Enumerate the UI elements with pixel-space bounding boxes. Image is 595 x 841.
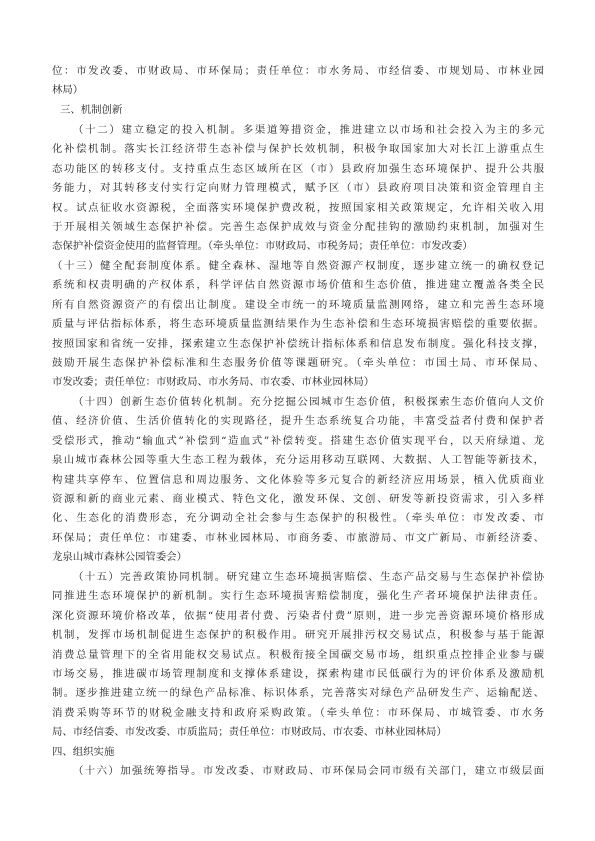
text-line: 林局） bbox=[52, 84, 84, 97]
text-line: 受偿形式，推动“输血式”补偿到“造血式”补偿转变。搭建生态价值实现平台，以天府绿道、龙 bbox=[52, 434, 544, 447]
text-line: 务能力，对其转移支付实行定向财力管理模式，赋予区（市）县政府项目决策和资金管理自主 bbox=[52, 182, 544, 195]
paragraph-16-coordination-guidance bbox=[52, 762, 544, 781]
text-line: 市发改委；责任单位：市财政局、市水务局、市农委、市林业园林局） bbox=[52, 376, 375, 389]
text-line: （十二）建立稳定的投入机制。多渠道筹措资金，推进建立以市场和社会投入为主的多元 bbox=[73, 124, 544, 136]
section-heading-mechanism-innovation: 三、机制创新 bbox=[60, 104, 123, 116]
section-heading-organization-implementation: 四、组织实施 bbox=[52, 746, 115, 758]
text-line: 局、市经信委、市发改委、市质监局；责任单位：市财政局、市农委、市林业园林局） bbox=[52, 726, 447, 739]
text-line: 按照国家和省统一安排，探索建立生态保护补偿统计指标体系和信息发布制度。强化科技支撑， bbox=[52, 337, 544, 350]
text-line: （十五）完善政策协同机制。研究建立生态环境损害赔偿、生态产品交易与生态保护补偿协 bbox=[73, 571, 544, 583]
text-line: 鼓励开展生态保护补偿标准和生态服务价值等课题研究。（牵头单位：市国土局、市环保局、 bbox=[52, 356, 544, 369]
text-line: 消费总量管理下的全省用能权交易试点。积极衔接全国碳交易市场，组织重点控排企业参与碳 bbox=[52, 648, 544, 661]
text-line: 质量与评估指标体系，将生态环境质量监测结果作为生态补偿和生态环境损害赔偿的重要依据。 bbox=[52, 318, 544, 331]
text-line: 环保局；责任单位：市建委、市林业园林局、市商务委、市旅游局、市文广新局、市新经济委、 bbox=[52, 531, 544, 544]
paragraph-12-investment-mechanism bbox=[52, 121, 544, 257]
text-line: 泉山城市森林公园等重大生态工程为载体，充分运用移动互联网、大数据、人工智能等新技术， bbox=[52, 454, 544, 467]
text-line: （十四）创新生态价值转化机制。充分挖掘公园城市生态价值，积极探索生态价值向人文价 bbox=[73, 396, 544, 408]
text-line: 所有自然资源资产的有偿出让制度。建设全市统一的环境质量监测网络，建立和完善生态环境 bbox=[52, 298, 544, 311]
text-line: 权。试点征收水资源税，全面落实环境保护费改税，按照国家相关政策规定，允许相关收入用 bbox=[52, 201, 544, 214]
text-line: 制。逐步推进建立统一的绿色产品标准、标识体系，完善落实对绿色产品研发生产、运输配送、 bbox=[52, 687, 544, 700]
text-line: 态功能区的转移支付。支持重点生态区域所在区（市）县政府加强生态环境保护、提升公共服 bbox=[52, 162, 544, 175]
paragraph-responsible-units-continued bbox=[52, 62, 544, 101]
text-line: 市场交易，推进碳市场管理制度和支撑体系建设，探索构建市民低碳行为的评价体系及激励机 bbox=[52, 667, 544, 680]
paragraph-15-policy-coordination bbox=[52, 568, 544, 743]
text-line: 同推进生态环境保护的新机制。实行生态环境损害赔偿制度，强化生产者环境保护法律责任。 bbox=[52, 590, 544, 603]
text-line: 机制，发挥市场机制促进生态保护的积极作用。研究开展排污权交易试点，积极参与基于能源 bbox=[52, 629, 544, 642]
text-line: 构建共享停车、位置信息和周边服务、文化体验等多元复合的新经济应用场景，植入优质商业 bbox=[52, 473, 544, 486]
text-line: 态保护补偿资金使用的监督管理。（牵头单位：市财政局、市税务局；责任单位：市发改委） bbox=[52, 240, 473, 253]
text-line: 于开展相关领域生态保护补偿。完善生态保护成效与资金分配挂钩的激励约束机制，加强对生 bbox=[52, 220, 544, 233]
paragraph-13-supporting-systems bbox=[52, 257, 544, 393]
text-line: 深化资源环境价格改革，依据“使用者付费、污染者付费”原则，进一步完善资源环境价格形成 bbox=[52, 609, 544, 622]
text-line: 龙泉山城市森林公园管委会） bbox=[52, 551, 188, 564]
text-line: 系统和权责明确的产权体系，科学评估自然资源市场价值和生态价值，推进建立覆盖各类全民 bbox=[52, 279, 544, 292]
paragraph-14-ecological-value-conversion bbox=[52, 393, 544, 568]
text-line: （十六）加强统筹指导。市发改委、市财政局、市环保局会同市级有关部门，建立市级层面 bbox=[73, 765, 544, 777]
text-line: 化、生态化的消费形态，充分调动全社会参与生态保护的积极性。（牵头单位：市发改委、市 bbox=[52, 512, 544, 525]
text-line: 资源和新的商业元素、商业模式、特色文化，激发环保、文创、研发等新投资需求，引入多样 bbox=[52, 492, 544, 505]
text-line: （十三）健全配套制度体系。健全森林、湿地等自然资源产权制度，逐步建立统一的确权登记 bbox=[52, 260, 544, 272]
text-line: 消费采购等环节的财税金融支持和政府采购政策。（牵头单位：市环保局、市城管委、市水务 bbox=[52, 706, 544, 719]
text-line: 位：市发改委、市财政局、市环保局；责任单位：市水务局、市经信委、市规划局、市林业园 bbox=[52, 65, 544, 77]
text-line: 化补偿机制。落实长江经济带生态补偿与保护长效机制，积极争取国家加大对长江上游重点生 bbox=[52, 143, 544, 156]
text-line: 值、经济价值、生活价值转化的实现路径，提升生态系统复合功能，丰富受益者付费和保护者 bbox=[52, 415, 544, 428]
